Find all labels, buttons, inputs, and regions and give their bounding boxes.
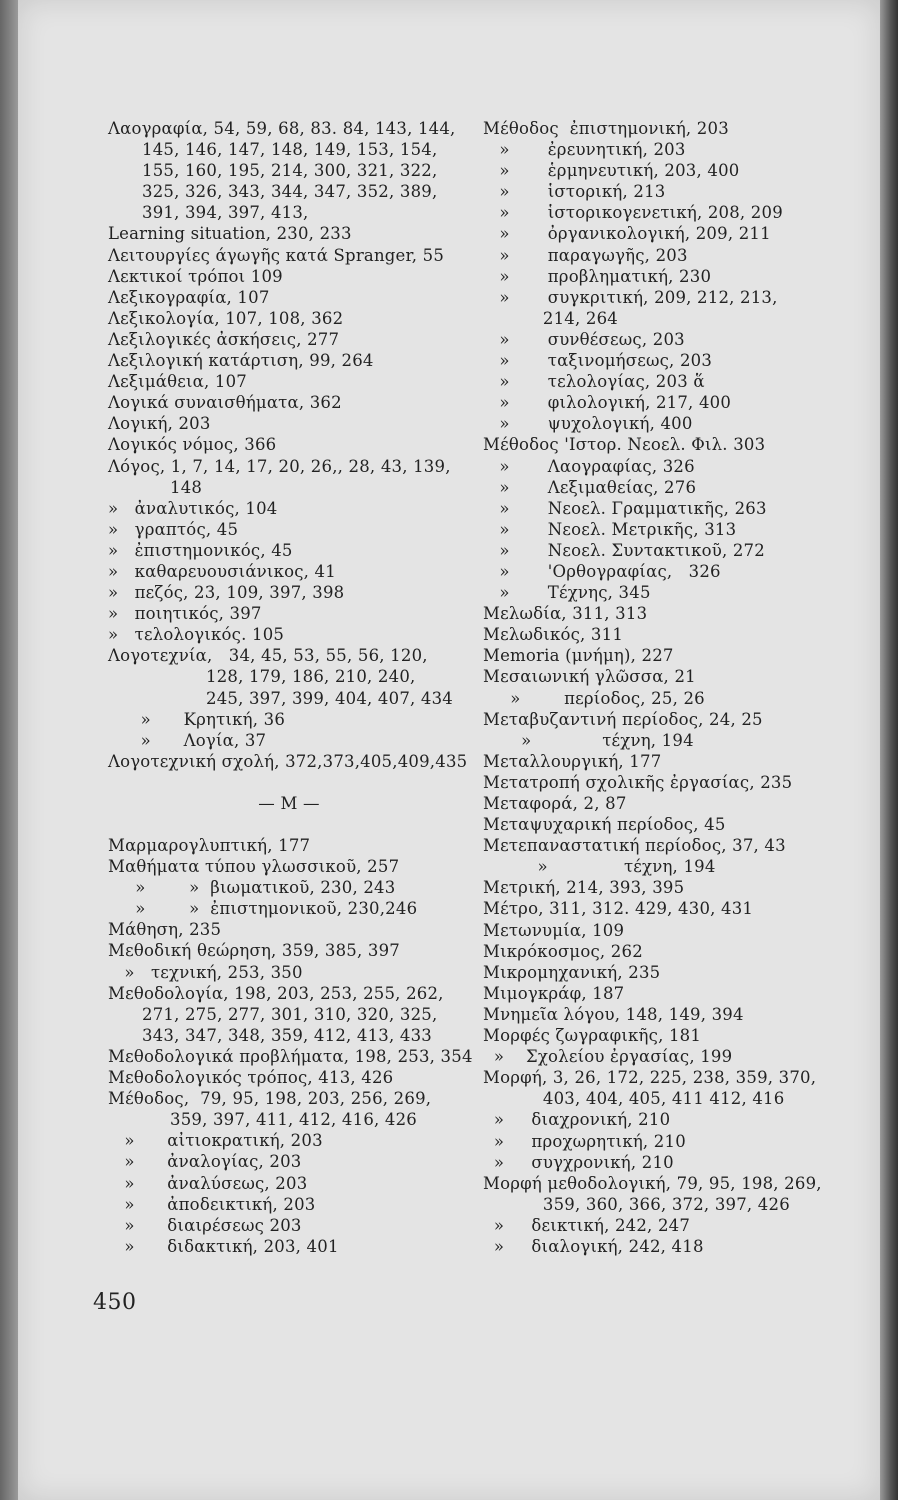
index-entry: Μεταλλουργική, 177	[483, 751, 662, 771]
index-entry: Μορφή μεθοδολογική, 79, 95, 198, 269,	[483, 1173, 822, 1193]
index-entry: » ἐπιστημονικός, 45	[108, 540, 293, 560]
index-entry: Μετατροπή σχολικῆς ἐργασίας, 235	[483, 772, 793, 792]
index-entry: Λογικός νόμος, 366	[108, 435, 277, 455]
index-entry: Λεξιλογική κατάρτιση, 99, 264	[108, 351, 374, 371]
index-entry: Μεθοδολογικά προβλήματα, 198, 253, 354	[108, 1046, 473, 1066]
index-entry: » προχωρητική, 210	[483, 1131, 686, 1151]
index-entry: » Σχολείου ἐργασίας, 199	[483, 1047, 733, 1067]
index-entry: » Λεξιμαθείας, 276	[483, 477, 697, 497]
index-entry: Μελωδικός, 311	[483, 625, 624, 645]
index-entry: Μεθοδική θεώρηση, 359, 385, 397	[108, 941, 400, 961]
index-entry: Μετεπαναστατική περίοδος, 37, 43	[483, 836, 786, 856]
index-entry: » 'Ορθογραφίας, 326	[483, 561, 721, 581]
index-entry: » ἀναλύσεως, 203	[108, 1173, 308, 1193]
index-entry: Μαρμαρογλυπτική, 177	[108, 836, 311, 855]
index-spacer	[108, 772, 470, 793]
index-entry: » Τέχνης, 345	[483, 583, 651, 603]
index-entry: » καθαρευουσιάνικος, 41	[108, 561, 336, 581]
index-entry: » συγχρονική, 210	[483, 1152, 674, 1172]
index-entry: Λογική, 203	[108, 414, 211, 434]
index-entry: 343, 347, 348, 359, 412, 413, 433	[142, 1025, 432, 1045]
index-entry: » δεικτική, 242, 247	[483, 1215, 691, 1235]
index-entry: Μεταψυχαρική περίοδος, 45	[483, 815, 726, 835]
index-entry: Μαθήματα τύπου γλωσσικοῦ, 257	[108, 857, 400, 877]
index-entry: » γραπτός, 45	[108, 519, 239, 539]
index-entry: » ἀναλυτικός, 104	[108, 498, 278, 518]
index-entry: Μιμογκράφ, 187	[483, 983, 625, 1003]
index-entry: Μεσαιωνική γλῶσσα, 21	[483, 667, 696, 687]
index-entry: Μικρομηχανική, 235	[483, 962, 661, 982]
index-entry: » τελολογικός. 105	[108, 625, 285, 645]
index-entry: 148	[170, 477, 203, 497]
index-entry: 359, 397, 411, 412, 416, 426	[170, 1110, 418, 1130]
index-entry: » αἰτιοκρατική, 203	[108, 1131, 323, 1151]
index-entry: 271, 275, 277, 301, 310, 320, 325,	[142, 1004, 438, 1024]
index-entry: Λεξιλογικές ἀσκήσεις, 277	[108, 329, 340, 349]
index-entry: 359, 360, 366, 372, 397, 426	[483, 1194, 790, 1214]
index-entry: 403, 404, 405, 411 412, 416	[483, 1089, 785, 1109]
index-entry: » Νεοελ. Γραμματικῆς, 263	[483, 498, 767, 518]
index-entry: » διδακτική, 203, 401	[108, 1236, 339, 1256]
index-entry: » περίοδος, 25, 26	[483, 688, 705, 708]
index-entry: » » ἐπιστημονικοῦ, 230,246	[108, 899, 418, 919]
index-entry: 391, 394, 397, 413,	[142, 203, 309, 223]
index-entry: Learning situation, 230, 233	[108, 224, 352, 244]
index-entry: Λαογραφία, 54, 59, 68, 83. 84, 143, 144,	[108, 119, 456, 138]
index-entry: Μνημεῖα λόγου, 148, 149, 394	[483, 1004, 744, 1024]
index-entry: » προβληματική, 230	[483, 266, 712, 286]
index-entry: » ταξινομήσεως, 203	[483, 351, 713, 371]
index-entry: 325, 326, 343, 344, 347, 352, 389,	[142, 182, 438, 202]
index-entry: » Λαογραφίας, 326	[483, 456, 695, 476]
index-entry: Μάθηση, 235	[108, 920, 222, 940]
page-number: 450	[93, 1290, 137, 1315]
index-entry: Μεταβυζαντινή περίοδος, 24, 25	[483, 709, 763, 729]
index-column-left	[108, 118, 473, 1257]
index-entry: » ἐρευνητική, 203	[483, 140, 686, 160]
index-entry: » τέχνη, 194	[483, 730, 694, 750]
index-entry: 245, 397, 399, 404, 407, 434	[206, 688, 454, 708]
index-entry: » παραγωγῆς, 203	[483, 245, 688, 265]
index-column-right	[483, 118, 858, 1257]
index-entry: Λεξιμάθεια, 107	[108, 372, 247, 392]
index-entry: » Νεοελ. Μετρικῆς, 313	[483, 519, 737, 539]
index-entry: Λειτουργίες άγωγῆς κατά Spranger, 55	[108, 245, 445, 265]
scan-left-edge	[0, 0, 18, 1500]
index-entry: Μετρική, 214, 393, 395	[483, 878, 685, 898]
index-entry: Λογοτεχνική σχολή, 372,373,405,409,435	[108, 751, 468, 771]
index-entry: Λόγος, 1, 7, 14, 17, 20, 26,, 28, 43, 139,	[108, 456, 451, 476]
index-entry: » Λογία, 37	[108, 730, 267, 750]
index-entry: Λεξικογραφία, 107	[108, 287, 270, 307]
index-entry: 145, 146, 147, 148, 149, 153, 154,	[142, 140, 438, 160]
index-entry: Λογικά συναισθήματα, 362	[108, 393, 342, 413]
index-entry: » ψυχολογική, 400	[483, 414, 693, 434]
index-entry: » ἀποδεικτική, 203	[108, 1194, 316, 1214]
index-entry: » Κρητική, 36	[108, 709, 286, 729]
index-entry: » διαχρονική, 210	[483, 1110, 671, 1130]
scan-right-edge	[880, 0, 898, 1500]
index-entry: » τελολογίας, 203 ἅ	[483, 372, 705, 392]
index-entry: Μικρόκοσμος, 262	[483, 941, 643, 961]
index-entry: » ποιητικός, 397	[108, 604, 262, 624]
index-entry: Λεξικολογία, 107, 108, 362	[108, 308, 344, 328]
index-entry: Λεκτικοί τρόποι 109	[108, 266, 283, 286]
index-entry: » συνθέσεως, 203	[483, 329, 685, 349]
index-entry: Μεθοδολογικός τρόπος, 413, 426	[108, 1068, 394, 1088]
index-entry: Μελωδία, 311, 313	[483, 604, 648, 624]
index-entry: Μέθοδος 'Ιστορ. Νεοελ. Φιλ. 303	[483, 435, 766, 455]
index-entry: Μετωνυμία, 109	[483, 920, 625, 940]
index-entry: » » βιωματικοῦ, 230, 243	[108, 878, 396, 898]
index-entry: » ἑρμηνευτική, 203, 400	[483, 161, 740, 181]
index-entry: 214, 264	[483, 308, 618, 328]
index-entry: » ἱστορική, 213	[483, 182, 666, 202]
index-entry: » ὀργανικολογική, 209, 211	[483, 224, 771, 244]
index-entry: » ἱστορικογενετική, 208, 209	[483, 203, 783, 223]
index-entry: » διαιρέσεως 203	[108, 1215, 302, 1235]
index-entry: Μεθοδολογία, 198, 203, 253, 255, 262,	[108, 983, 444, 1003]
index-entry: 128, 179, 186, 210, 240,	[206, 667, 416, 687]
index-entry: Μέθοδος ἐπιστημονική, 203	[483, 119, 729, 138]
index-spacer	[108, 814, 470, 835]
index-entry: Μορφή, 3, 26, 172, 225, 238, 359, 370,	[483, 1068, 817, 1088]
index-entry: » τέχνη, 194	[483, 857, 716, 877]
index-entry: » τεχνική, 253, 350	[108, 962, 303, 982]
index-entry: Λογοτεχνία, 34, 45, 53, 55, 56, 120,	[108, 646, 428, 666]
index-entry: Μορφές ζωγραφικῆς, 181	[483, 1026, 702, 1046]
index-entry: » ἀναλογίας, 203	[108, 1152, 302, 1172]
index-entry: » συγκριτική, 209, 212, 213,	[483, 287, 778, 307]
index-entry: Μέθοδος, 79, 95, 198, 203, 256, 269,	[108, 1089, 432, 1109]
section-letter-heading: — Μ —	[258, 793, 320, 813]
index-entry: » πεζός, 23, 109, 397, 398	[108, 583, 345, 603]
index-entry: » Νεοελ. Συντακτικοῦ, 272	[483, 540, 765, 560]
index-entry: 155, 160, 195, 214, 300, 321, 322,	[142, 161, 438, 181]
index-entry: Μέτρο, 311, 312. 429, 430, 431	[483, 899, 754, 919]
index-entry: » διαλογική, 242, 418	[483, 1236, 704, 1256]
index-entry: Memoria (μνήμη), 227	[483, 646, 674, 666]
index-entry: » φιλολογική, 217, 400	[483, 393, 732, 413]
index-entry: Μεταφορά, 2, 87	[483, 794, 627, 813]
